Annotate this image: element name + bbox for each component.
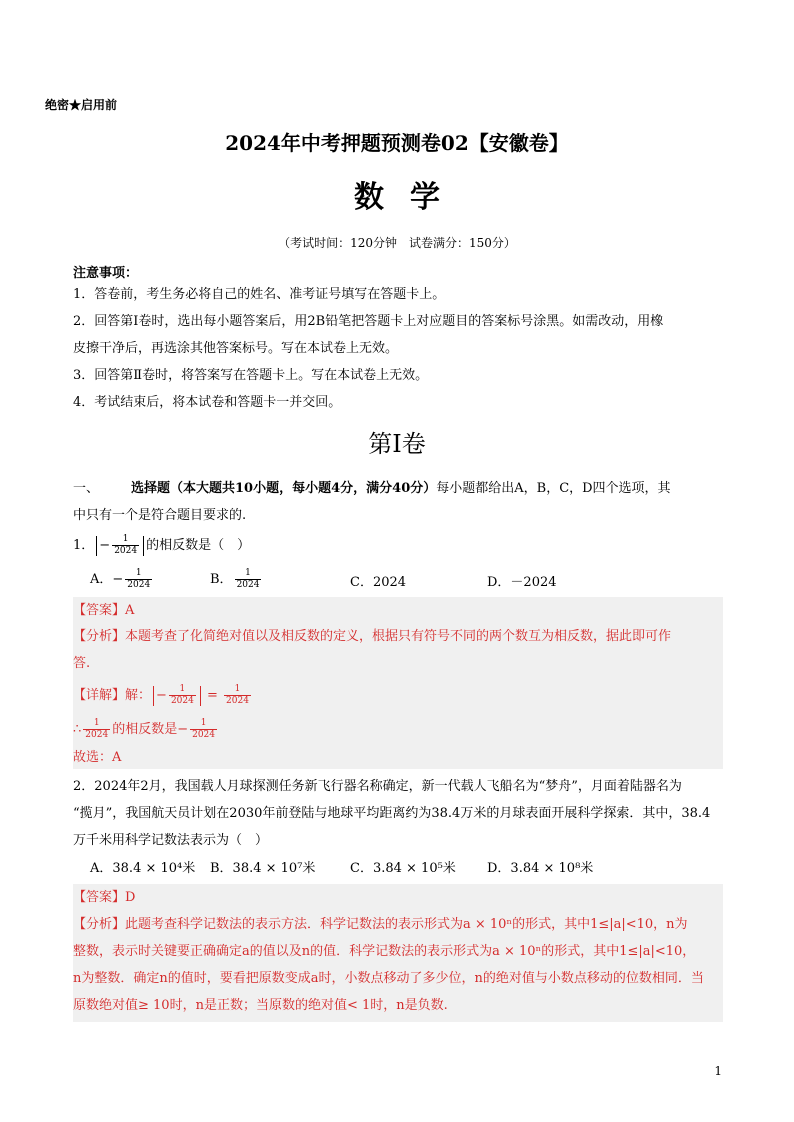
option-d: D．－2024: [487, 575, 557, 590]
analysis-1-cont: 答.: [73, 656, 91, 671]
note-item: 3．回答第Ⅱ卷时，将答案写在答题卡上。写在本试卷上无效。: [73, 368, 429, 383]
note-item: 2．回答第Ⅰ卷时，选出每小题答案后，用2B铅笔把答题卡上对应题目的答案标号涂黑。如需改动，用橡: [73, 314, 664, 329]
fraction: $\frac{1}{2024}$: [114, 534, 138, 556]
section-text: 每小题都给出A，B，C，D四个选项，其: [436, 481, 671, 496]
note-item: 1．答卷前，考生务必将自己的姓名、准考证号填写在答题卡上。: [73, 287, 446, 302]
section-title: 选择题（本大题共10小题，每小题4分，满分40分）: [131, 481, 437, 496]
note-item: 4．考试结束后，将本试卷和答题卡一并交回。: [73, 395, 342, 410]
section-number: 一、: [73, 481, 100, 496]
question-2-line: “揽月”，我国航天员计划在2030年前登陆与地球平均距离约为38.4万米的月球表面开展科学探索．其中，38.4: [73, 806, 711, 821]
option-b: B．38.4 × 10⁷米: [210, 861, 316, 876]
answer-2: 【答案】D: [73, 890, 136, 905]
analysis-2-cont: n为整数．确定n的值时，要看把原数变成a时，小数点移动了多少位，n的绝对值与小数点移动的位数相同．当: [73, 971, 704, 986]
exam-title: 2024年中考押题预测卷02【安徽卷】: [225, 131, 569, 155]
option-d: D．3.84 × 10⁸米: [487, 861, 594, 876]
question-2-line: 2．2024年2月，我国载人月球探测任务新飞行器名称确定，新一代载人飞船名为“梦舟”，月面着陆器名为: [73, 779, 682, 794]
option-a: A．38.4 × 10⁴米: [90, 861, 196, 876]
secret-mark: 绝密★启用前: [45, 98, 118, 112]
option-b: B． $\frac{1}{2024}$: [210, 568, 260, 590]
option-c: C．3.84 × 10⁵米: [350, 861, 456, 876]
abs-bar-left: [96, 536, 97, 556]
choose-1: 故选：A: [73, 750, 122, 765]
question-2-options: [73, 857, 723, 883]
section-text-2: 中只有一个是符合题目要求的.: [73, 508, 247, 523]
note-item: 皮擦干净后，再选涂其他答案标号。写在本试卷上无效。: [73, 341, 399, 356]
part-title: 第Ⅰ卷: [368, 430, 426, 458]
detail-1: 【详解】解： − $\frac{1}{2024}$ = $\frac{1}{2024}$: [73, 684, 249, 706]
analysis-2-cont: 整数，表示时关键要正确确定a的值以及n的值．科学记数法的表示形式为a × 10ⁿ的形式，其中1≤|a|<10，: [73, 944, 696, 959]
exam-info: （考试时间：120分钟 试卷满分：150分）: [278, 236, 516, 250]
analysis-2: 【分析】此题考查科学记数法的表示方法．科学记数法的表示形式为a × 10ⁿ的形式，其中1≤|a|<10，n为: [73, 917, 688, 932]
therefore-1: ∴ $\frac{1}{2024}$ 的相反数是− $\frac{1}{2024}$: [73, 718, 216, 740]
option-c: C．2024: [350, 575, 407, 590]
analysis-1: 【分析】本题考查了化简绝对值以及相反数的定义，根据只有符号不同的两个数互为相反数，据此即可作: [73, 629, 672, 644]
question-2-line: 万千米用科学记数法表示为（ ）: [73, 833, 269, 848]
minus-sign: −: [99, 538, 111, 553]
question-number: 1．: [73, 538, 95, 553]
subject-title: 数学: [354, 180, 466, 215]
notes-title: 注意事项：: [73, 266, 139, 281]
section-heading: [73, 476, 723, 502]
option-a: A．− $\frac{1}{2024}$: [90, 568, 151, 590]
page-number: 1: [714, 1064, 722, 1078]
answer-1: 【答案】A: [73, 603, 135, 618]
question-1-stem: [73, 533, 723, 559]
question-stem-tail: 的相反数是（ ）: [146, 538, 251, 553]
abs-bar-right: [143, 536, 144, 556]
question-1-options: [73, 566, 723, 592]
analysis-2-cont: 原数绝对值≥ 10时，n是正数；当原数的绝对值< 1时，n是负数.: [73, 998, 448, 1013]
